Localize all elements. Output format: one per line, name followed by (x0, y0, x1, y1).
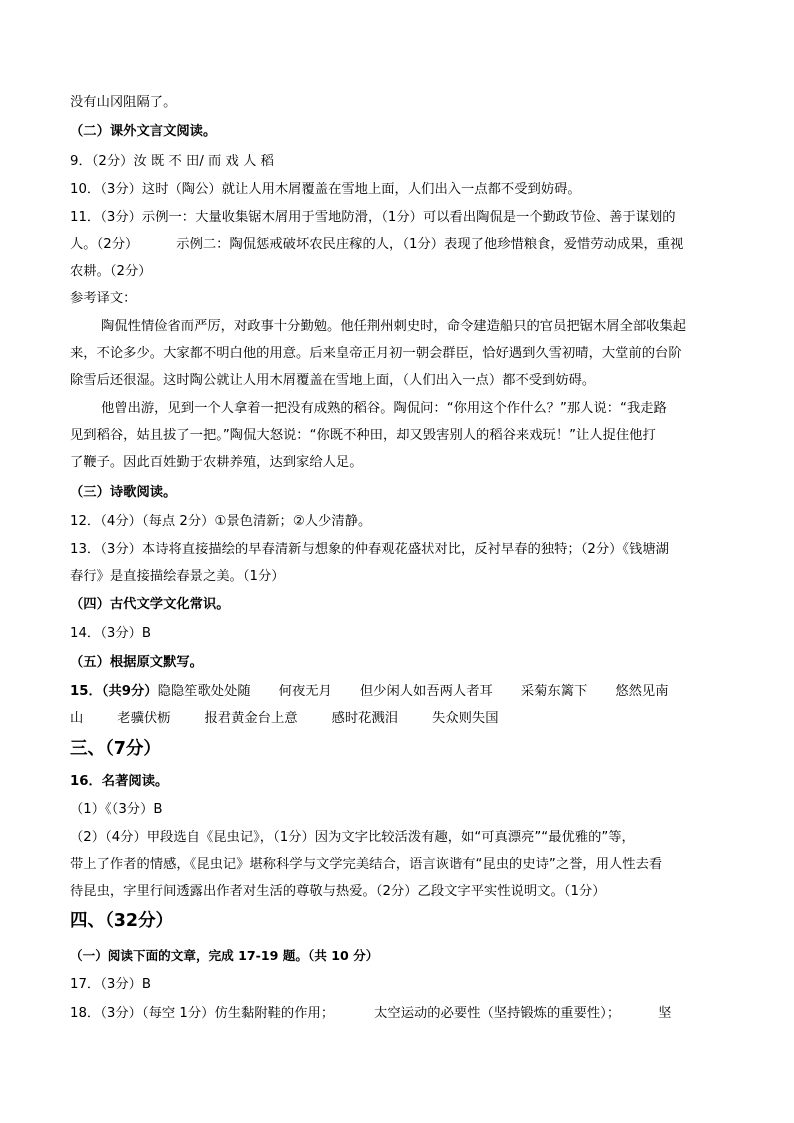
answer-11: 11．（3分）示例一：大量收集锯木屑用于雪地防滑，（1分）可以看出陶侃是一个勤政节俭、善于谋划的 (70, 210, 676, 225)
text-line: 带上了作者的情感，《昆虫记》堪称科学与文学完美结合，语言诙谐有“昆虫的史诗”之誉，用人性去看 (70, 857, 663, 872)
translation-paragraph-1: 陶侃性情俭省而严厉，对政事十分勤勉。他任荆州刺史时，命令建造船只的官员把锯木屑全部收集起 (101, 319, 687, 334)
section-heading: （一）阅读下面的文章，完成 17-19 题。（共 10 分） (70, 948, 379, 963)
answer-10: 10．（3分）这时（陶公）就让人用木屑覆盖在雪地上面，人们出入一点都不受到妨碍。 (70, 182, 581, 197)
text-fragment: 示例二：陶侃惩戒破坏农民庄稼的人，（1分）表现了他珍惜粮食，爱惜劳动成果，重视 (176, 237, 684, 252)
answer-item: 悠然见南 (615, 684, 669, 699)
text-fragment: 人。（2分） (70, 237, 139, 252)
text-line: （2）（4分）甲段选自《昆虫记》，（1分）因为文字比较活泼有趣，如“可真漂亮”“最优雅的”等， (70, 830, 635, 845)
section-heading: （四）古代文学文化常识。 (70, 597, 230, 612)
text-fragment: 坚 (658, 1006, 672, 1021)
answer-17: 17．（3分）B (70, 977, 152, 992)
answer-13: 13．（3分）本诗将直接描绘的早春清新与想象的仲春观花盛状对比，反衬早春的独特；（2分）《钱塘湖 (70, 542, 669, 557)
section-heading: （三）诗歌阅读。 (70, 485, 177, 500)
question-number: 15．（共9分） (70, 684, 158, 699)
text-line: 春行》是直接描绘春景之美。（1分） (70, 569, 285, 584)
answer-11-cont (70, 236, 683, 254)
translation-label: 参考译文： (70, 291, 137, 306)
text-line: 了鞭子。因此百姓勤于农耕养殖，达到家给人足。 (70, 455, 363, 470)
answer-18 (70, 1005, 671, 1023)
answer-15 (70, 683, 669, 701)
answer-12: 12．（4分）（每点 2分）①景色清新；②人少清静。 (70, 514, 372, 529)
answer-item: 何夜无月 (278, 684, 332, 699)
answer-15-cont (70, 710, 499, 728)
text-line: 见到稻谷，姑且拔了一把。”陶侃大怒说：“你既不种田，却又毁害别人的稻谷来戏玩！”让人捉住他打 (70, 428, 656, 443)
answer-item: 隐隐笙歌处处随 (157, 684, 251, 699)
text-line: 除雪后还很湿。这时陶公就让人用木屑覆盖在雪地上面，（人们出入一点）都不受到妨碍。 (70, 373, 596, 388)
section-heading: （五）根据原文默写。 (70, 655, 203, 670)
answer-9: 9．（2分）汝 既 不 田/ 而 戏 人 稻 (70, 154, 274, 169)
part-heading-3: 三、（7分） (70, 739, 161, 759)
answer-item: 山 (70, 711, 84, 726)
answer-item: 失众则失国 (432, 711, 499, 726)
text-line: 农耕。（2分） (70, 264, 152, 279)
text-line: （1）《（3分）B (70, 802, 163, 817)
part-heading-4: 四、（32分） (70, 911, 174, 931)
text-line: 没有山冈阻隔了。 (70, 95, 177, 110)
answer-item: 采菊东篱下 (520, 684, 588, 699)
text-line: 待昆虫，字里行间透露出作者对生活的尊敬与热爱。（2分）乙段文字平实性说明文。（1分） (70, 884, 606, 899)
answer-14: 14．（3分）B (70, 626, 152, 641)
translation-paragraph-2: 他曾出游，见到一个人拿着一把没有成熟的稻谷。陶侃问：“你用这个作什么？”那人说：“我走路 (101, 401, 667, 416)
text-fragment: 太空运动的必要性（坚持锻炼的重要性）； (374, 1006, 621, 1021)
text-fragment: 18．（3分）（每空 1分）仿生黏附鞋的作用； (70, 1006, 335, 1021)
answer-item: 老骥伏枥 (117, 711, 171, 726)
text-line: 来，不论多少。大家都不明白他的用意。后来皇帝正月初一朝会群臣，恰好遇到久雪初晴，大堂前的台阶 (70, 346, 682, 361)
section-heading: （二）课外文言文阅读。 (70, 124, 217, 139)
answer-item: 报君黄金台上意 (204, 711, 298, 726)
answer-16: 16．名著阅读。 (70, 774, 169, 789)
answer-item: 感时花溅泪 (331, 711, 399, 726)
answer-item: 但少闲人如吾两人者耳 (359, 684, 493, 699)
